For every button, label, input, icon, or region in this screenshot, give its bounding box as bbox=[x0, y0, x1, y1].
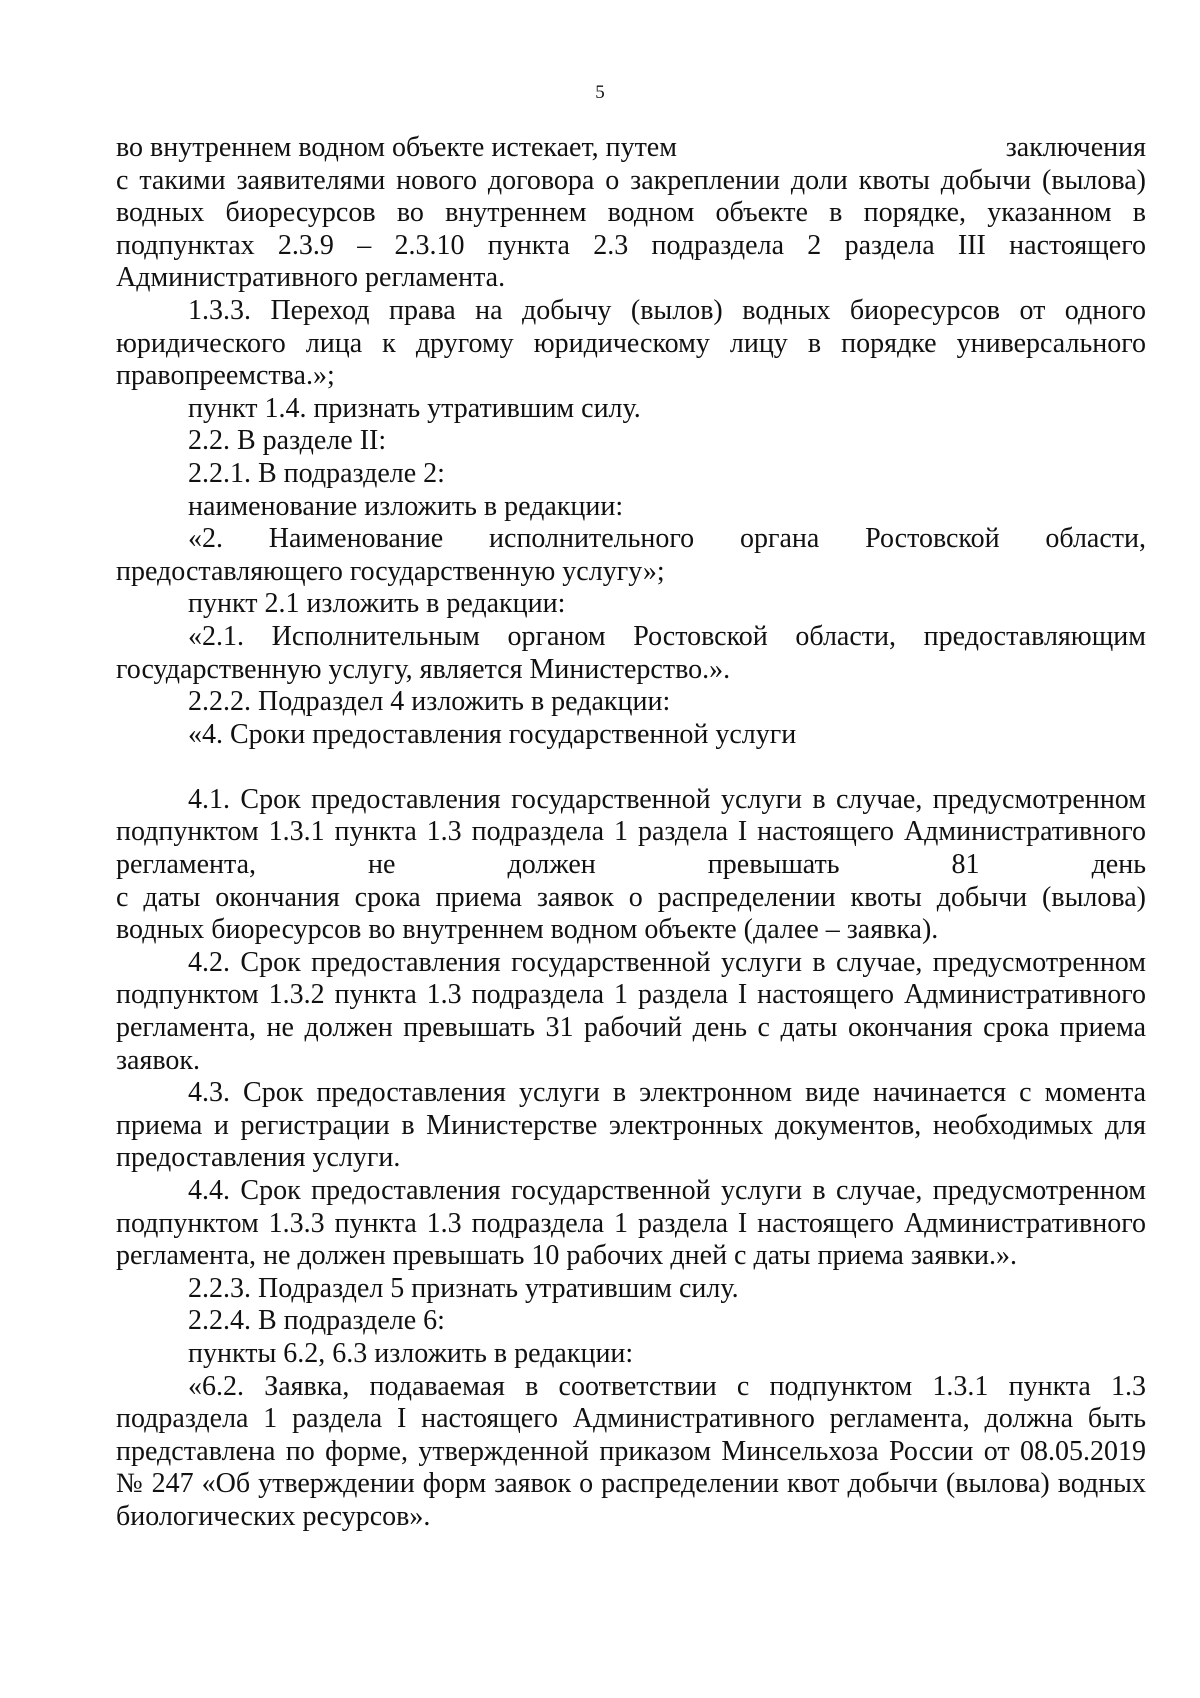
paragraph: с такими заявителями нового договора о закреплении доли квоты добычи (вылова) водных биоресурсов во внутреннем водном объекте в порядке, указанном в подпунктах 2.3.9 – 2.3.10 пункта 2.3 подраздела 2 раздела III настоящего Административного регламента. bbox=[116, 164, 1146, 294]
paragraph: «6.2. Заявка, подаваемая в соответствии с подпунктом 1.3.1 пункта 1.3 подраздела 1 раздела I настоящего Административного регламента, должна быть представлена по форме, утвержденной приказом Минсельхоза России от 08.05.2019 № 247 «Об утверждении форм заявок о распределении квот добычи (вылова) водных биологических ресурсов». bbox=[116, 1370, 1146, 1532]
paragraph: наименование изложить в редакции: bbox=[188, 490, 624, 522]
paragraph: 2.2.1. В подразделе 2: bbox=[188, 457, 445, 489]
paragraph: 2.2.3. Подраздел 5 признать утратившим силу. bbox=[188, 1272, 739, 1304]
paragraph: 4.2. Срок предоставления государственной услуги в случае, предусмотренном подпунктом 1.3.2 пункта 1.3 подраздела 1 раздела I настоящего Административного регламента, не должен превышать 31 рабочий день с даты окончания срока приема заявок. bbox=[116, 946, 1146, 1076]
paragraph: 4.4. Срок предоставления государственной услуги в случае, предусмотренном подпунктом 1.3.3 пункта 1.3 подраздела 1 раздела I настоящего Административного регламента, не должен превышать 10 рабочих дней с даты приема заявки.». bbox=[116, 1175, 1146, 1272]
paragraph-text: заключения bbox=[1005, 132, 1146, 163]
paragraph: пункты 6.2, 6.3 изложить в редакции: bbox=[188, 1337, 634, 1369]
paragraph: 2.2.4. В подразделе 6: bbox=[188, 1305, 445, 1337]
paragraph: 2.2.2. Подраздел 4 изложить в редакции: bbox=[188, 686, 671, 718]
paragraph: «2. Наименование исполнительного органа Ростовской области, bbox=[188, 523, 1146, 555]
paragraph-text: во внутреннем водном объекте истекает, путем bbox=[116, 132, 677, 163]
paragraph: «2.1. Исполнительным органом Ростовской области, предоставляющим государственную услугу, является Министерство.». bbox=[116, 620, 1146, 685]
paragraph: с даты окончания срока приема заявок о распределении квоты добычи (вылова) водных биоресурсов во внутреннем водном объекте (далее – заявка). bbox=[116, 881, 1146, 946]
paragraph: предоставляющего государственную услугу»; bbox=[116, 555, 665, 587]
paragraph: пункт 2.1 изложить в редакции: bbox=[188, 588, 566, 620]
section-heading: «4. Сроки предоставления государственной услуги bbox=[188, 718, 797, 750]
paragraph: 4.1. Срок предоставления государственной услуги в случае, предусмотренном подпунктом 1.3.1 пункта 1.3 подраздела 1 раздела I настоящего Административного регламента, не должен превышать 81 день bbox=[116, 783, 1146, 881]
paragraph: 4.3. Срок предоставления услуги в электронном виде начинается с момента приема и регистрации в Министерстве электронных документов, необходимых для предоставления услуги. bbox=[116, 1077, 1146, 1174]
blank-line bbox=[116, 751, 1146, 784]
paragraph: пункт 1.4. признать утратившим силу. bbox=[188, 392, 641, 424]
paragraph: 2.2. В разделе II: bbox=[188, 425, 387, 457]
paragraph-line bbox=[116, 132, 1146, 165]
paragraph: 1.3.3. Переход права на добычу (вылов) водных биоресурсов от одного юридического лица к другому юридическому лицу в порядке универсального правопреемства.»; bbox=[116, 294, 1146, 392]
document-body bbox=[116, 132, 1146, 1534]
page-number: 5 bbox=[595, 82, 605, 103]
